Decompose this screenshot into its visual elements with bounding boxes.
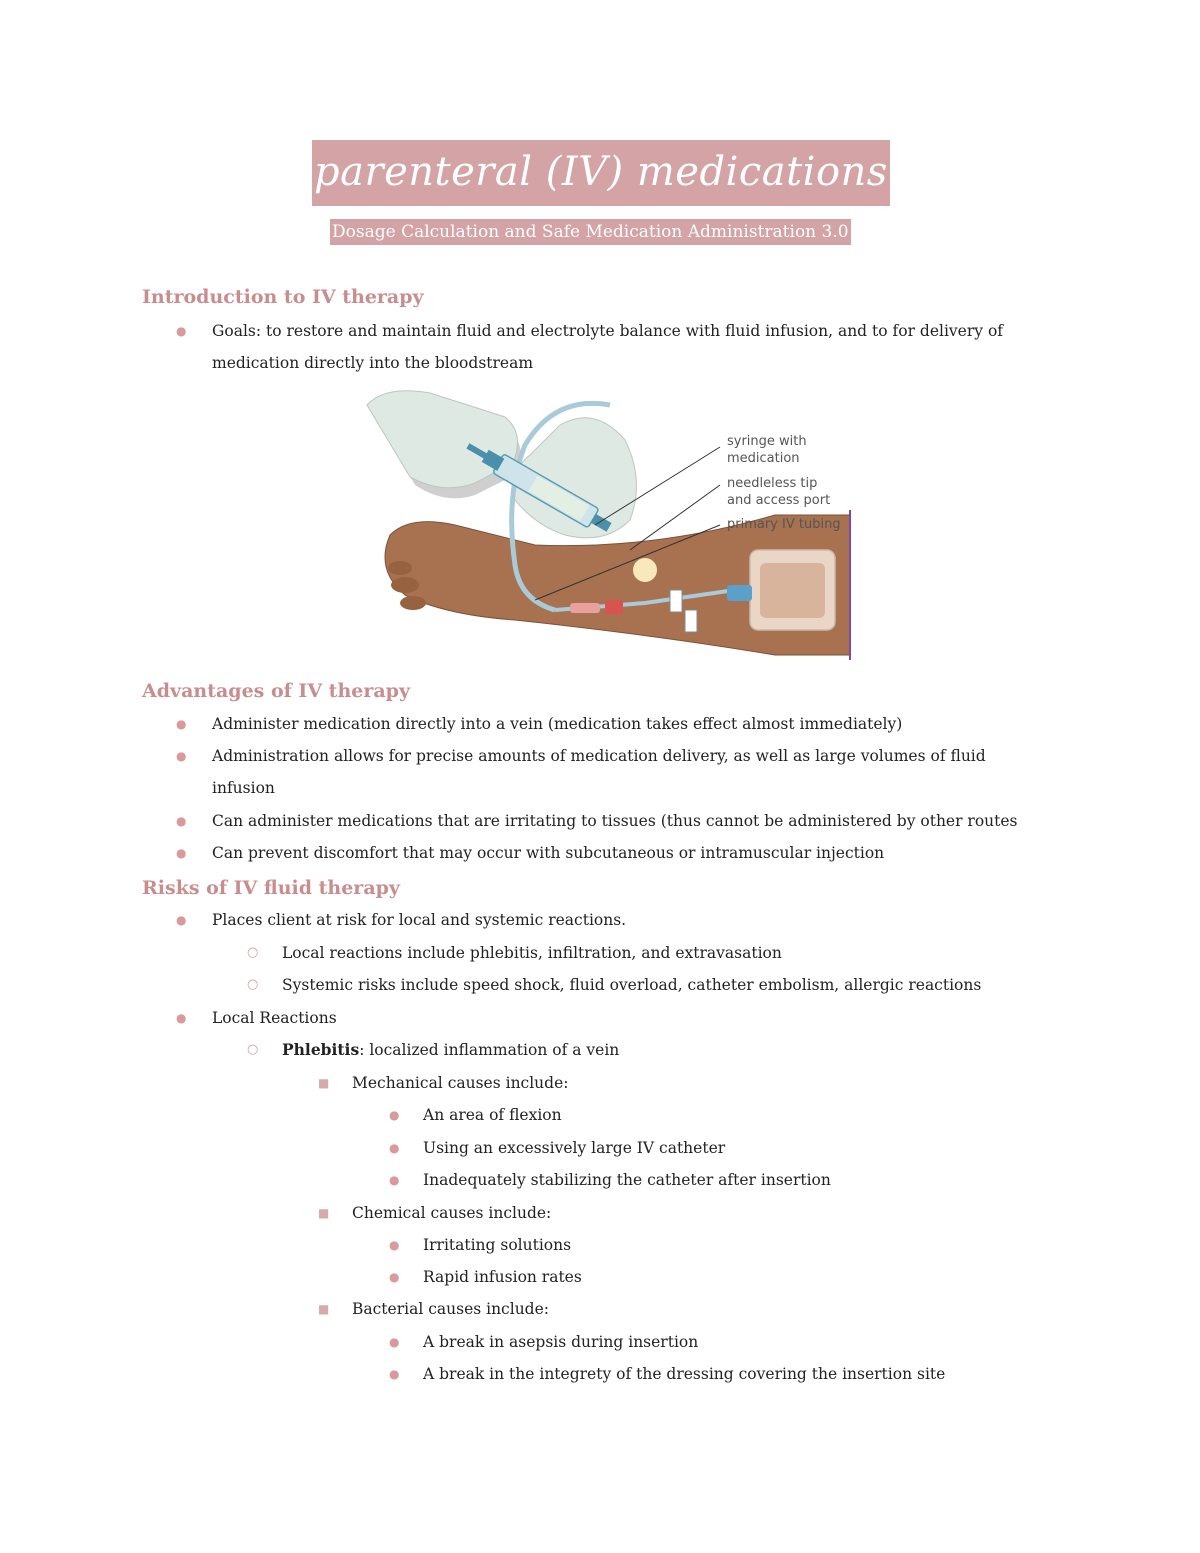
section-heading-advantages: Advantages of IV therapy <box>142 680 410 702</box>
title-block <box>312 140 890 206</box>
label-syringe-line2: medication <box>727 451 800 466</box>
bullet-icon: ● <box>389 1108 400 1122</box>
list-item: An area of flexion <box>423 1106 562 1124</box>
list-item: Using an excessively large IV catheter <box>423 1139 726 1157</box>
label-syringe-line1: syringe with <box>727 434 807 449</box>
list-item: Bacterial causes include: <box>352 1300 549 1318</box>
bullet-icon: ● <box>176 749 187 763</box>
section-heading-risks: Risks of IV fluid therapy <box>142 877 400 899</box>
term-phlebitis: Phlebitis <box>282 1040 360 1059</box>
bullet-icon: ● <box>176 913 187 927</box>
label-tubing: primary IV tubing <box>727 517 841 532</box>
bullet-icon: ● <box>389 1335 400 1349</box>
list-item: Can administer medications that are irritating to tissues (thus cannot be administered by other routes <box>212 812 1018 830</box>
list-item: Systemic risks include speed shock, fluid overload, catheter embolism, allergic reactions <box>282 976 982 994</box>
list-item: A break in the integrety of the dressing covering the insertion site <box>423 1365 946 1383</box>
section-heading-introduction: Introduction to IV therapy <box>142 286 424 308</box>
page-title: parenteral (IV) medications <box>312 140 890 206</box>
hollow-bullet-icon: ○ <box>247 977 259 992</box>
list-item: Local reactions include phlebitis, infiltration, and extravasation <box>282 944 782 962</box>
hollow-bullet-icon: ○ <box>247 1042 259 1057</box>
square-bullet-icon: ■ <box>318 1206 330 1220</box>
list-item: A break in asepsis during insertion <box>423 1333 699 1351</box>
bullet-icon: ● <box>176 717 187 731</box>
list-item: Irritating solutions <box>423 1236 572 1254</box>
list-item-continuation: infusion <box>212 779 275 797</box>
phlebitis-definition: : localized inflammation of a vein <box>359 1041 620 1059</box>
label-needleless-line1: needleless tip <box>727 476 818 491</box>
square-bullet-icon: ■ <box>318 1076 330 1090</box>
list-item-continuation: medication directly into the bloodstream <box>212 354 534 372</box>
list-item: Goals: to restore and maintain fluid and electrolyte balance with fluid infusion, and to for delivery of <box>212 322 1004 340</box>
list-item: Administer medication directly into a vein (medication takes effect almost immediately) <box>212 715 903 733</box>
bullet-icon: ● <box>389 1270 400 1284</box>
page-subtitle: Dosage Calculation and Safe Medication Administration 3.0 <box>330 219 851 245</box>
square-bullet-icon: ■ <box>318 1302 330 1316</box>
list-item: Local Reactions <box>212 1009 337 1027</box>
bullet-icon: ● <box>389 1238 400 1252</box>
bullet-icon: ● <box>176 814 187 828</box>
hollow-bullet-icon: ○ <box>247 945 259 960</box>
list-item: Can prevent discomfort that may occur with subcutaneous or intramuscular injection <box>212 844 885 862</box>
list-item: Mechanical causes include: <box>352 1074 569 1092</box>
bullet-icon: ● <box>389 1367 400 1381</box>
list-item: Administration allows for precise amounts of medication delivery, as well as large volumes of fluid <box>212 747 986 765</box>
list-item-phlebitis <box>282 1034 619 1066</box>
list-item: Chemical causes include: <box>352 1204 552 1222</box>
list-item: Inadequately stabilizing the catheter after insertion <box>423 1171 831 1189</box>
subtitle-block <box>330 219 851 245</box>
bullet-icon: ● <box>176 1011 187 1025</box>
bullet-icon: ● <box>176 324 187 338</box>
iv-illustration <box>355 385 855 660</box>
bullet-icon: ● <box>176 846 187 860</box>
bullet-icon: ● <box>389 1173 400 1187</box>
bullet-icon: ● <box>389 1141 400 1155</box>
label-needleless-line2: and access port <box>727 493 831 508</box>
list-item: Rapid infusion rates <box>423 1268 582 1286</box>
list-item: Places client at risk for local and systemic reactions. <box>212 911 627 929</box>
